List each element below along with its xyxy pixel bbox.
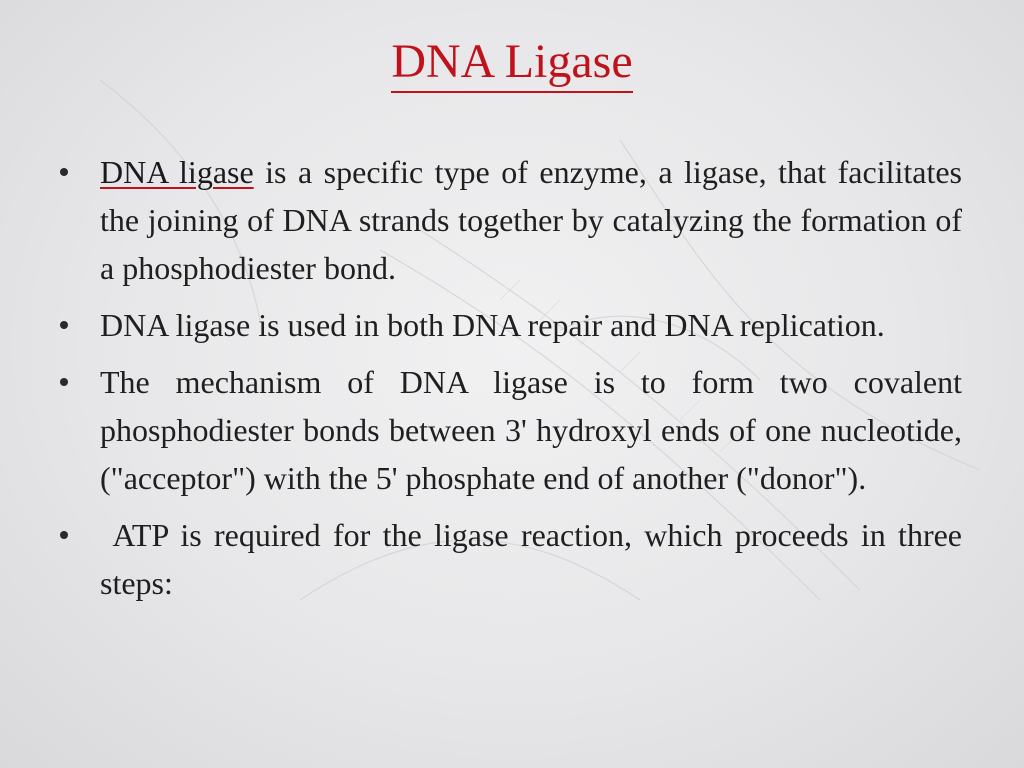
bullet-list: [58, 148, 962, 616]
slide-title-text: DNA Ligase: [391, 36, 632, 93]
bullet-text: is a specific type of enzyme, a ligase, that facilitates the joining of DNA strands together by catalyzing the formation of a phosphodiester bond.: [100, 154, 963, 286]
bullet-dot-icon: [60, 321, 68, 329]
bullet-text: DNA ligase is used in both DNA repair and DNA replication.: [100, 307, 885, 343]
bullet-text: ATP is required for the ligase reaction, which proceeds in three steps:: [100, 517, 963, 601]
bullet-item: [58, 301, 962, 349]
bullet-dot-icon: [60, 168, 68, 176]
bullet-dot-icon: [60, 378, 68, 386]
bullet-dot-icon: [60, 531, 68, 539]
bullet-text: The mechanism of DNA ligase is to form two covalent phosphodiester bonds between 3' hydroxyl ends of one nucleotide, ("acceptor") with the 5' phosphate end of another ("donor").: [100, 364, 962, 496]
bullet-item: [58, 358, 962, 502]
slide-title: [0, 36, 1024, 93]
key-term: DNA ligase: [100, 154, 254, 190]
bullet-item: [58, 511, 962, 607]
bullet-item: [58, 148, 962, 292]
